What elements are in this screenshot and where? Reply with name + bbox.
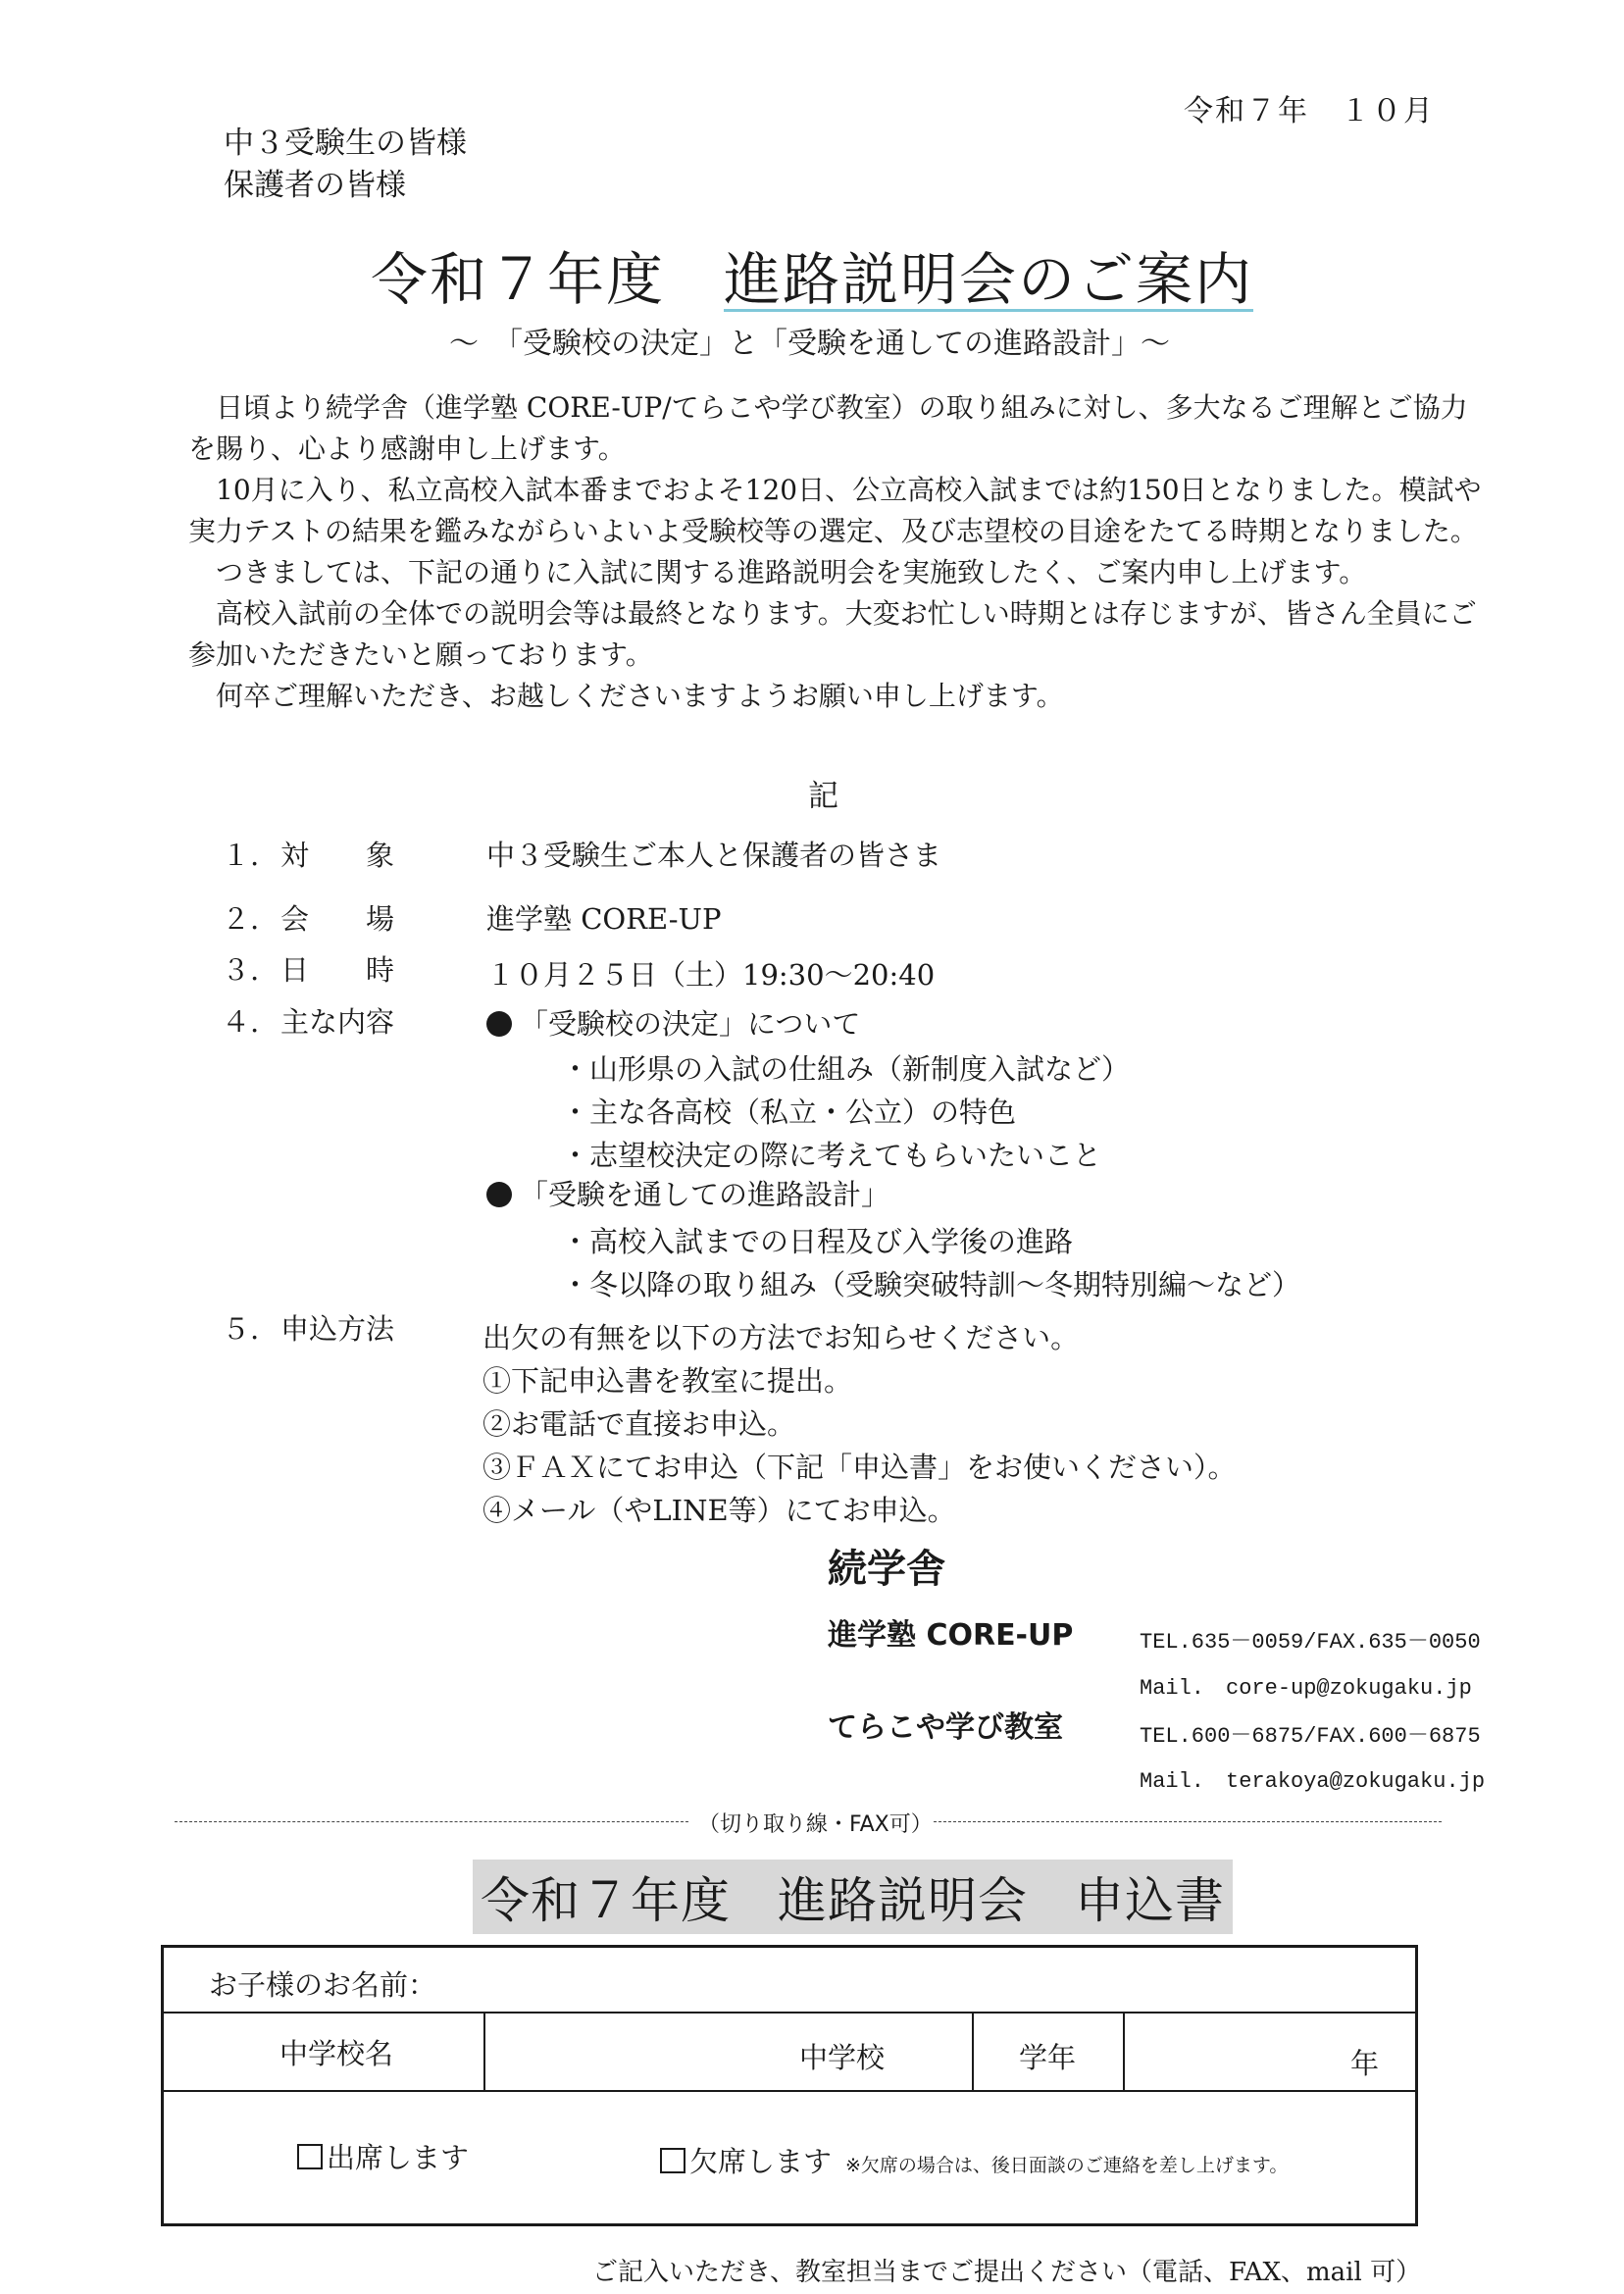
contents-subitem: ・冬以降の取り組み（受験突破特訓～冬期特別編～など） xyxy=(561,1268,1301,1301)
bullet-icon xyxy=(486,1011,512,1037)
document-date: 令和７年 １０月 xyxy=(1184,94,1435,128)
application-form xyxy=(161,1945,1418,2226)
addressee-parents: 保護者の皆様 xyxy=(224,168,406,203)
intro-paragraph: 高校入試前の全体での説明会等は最終となります。大変お忙しい時期とは存じますが、皆さん全員にご参加いただきたいと願っております。 xyxy=(188,597,1477,671)
grade-label: 学年 xyxy=(1019,2041,1077,2074)
ki-heading: 記 xyxy=(808,779,838,814)
cut-line-label: （切り取り線・FAX可） xyxy=(698,1812,933,1837)
bullet-icon xyxy=(486,1182,512,1207)
branch-name-coreup: 進学塾 CORE-UP xyxy=(828,1618,1074,1653)
item-value-method: 出欠の有無を以下の方法でお知らせください。 xyxy=(482,1321,1080,1354)
grade-field[interactable] xyxy=(1129,2016,1374,2085)
item-number: ５. xyxy=(222,1312,260,1346)
contents-subitem: ・主な各高校（私立・公立）の特色 xyxy=(561,1096,1017,1129)
checkbox-icon xyxy=(297,2144,323,2169)
branch-tel-terakoya: TEL.600－6875/FAX.600－6875 xyxy=(1140,1724,1481,1749)
item-value-venue: 進学塾 CORE-UP xyxy=(486,902,722,936)
title-main: 進路説明会のご案内 xyxy=(724,246,1254,313)
intro-text xyxy=(188,387,1483,717)
addressee-students: 中３受験生の皆様 xyxy=(224,126,467,161)
form-divider xyxy=(972,2012,974,2090)
title-year: 令和７年度 xyxy=(371,246,666,313)
cut-line-left xyxy=(175,1821,688,1822)
branch-mail-coreup: Mail. core-up@zokugaku.jp xyxy=(1140,1676,1472,1701)
absent-note: ※欠席の場合は、後日面談のご連絡を差し上げます。 xyxy=(845,2155,1289,2176)
form-divider xyxy=(483,2012,485,2090)
item-number: ３. xyxy=(222,953,260,987)
school-name-label: 中学校名 xyxy=(279,2037,394,2070)
form-divider xyxy=(1123,2012,1125,2090)
checkbox-icon xyxy=(660,2148,685,2173)
item-value-target: 中３受験生ご本人と保護者の皆さま xyxy=(486,839,942,872)
form-divider xyxy=(164,2012,1415,2014)
cut-line-right xyxy=(934,1821,1442,1822)
contents-heading: 「受験校の決定」について xyxy=(486,1002,860,1043)
item-number: ４. xyxy=(222,1005,260,1039)
absent-checkbox[interactable]: 欠席します ※欠席の場合は、後日面談のご連絡を差し上げます。 xyxy=(660,2140,1288,2180)
page-title xyxy=(371,233,1253,316)
page-subtitle: ～ 「受験校の決定」と「受験を通しての進路設計」～ xyxy=(449,327,1170,361)
item-value-datetime: １０月２５日（土）19:30～20:40 xyxy=(486,958,936,992)
contents-heading: 「受験を通しての進路設計」 xyxy=(486,1173,889,1213)
intro-paragraph: 10月に入り、私立高校入試本番までおよそ120日、公立高校入試までは約150日となりました。模試や実力テストの結果を鑑みながらいよいよ受験校等の選定、及び志望校の目途をたてる時期となりました。 xyxy=(188,474,1482,547)
contents-subitem: ・志望校決定の際に考えてもらいたいこと xyxy=(561,1139,1102,1172)
branch-mail-terakoya: Mail. terakoya@zokugaku.jp xyxy=(1140,1769,1486,1794)
form-divider xyxy=(164,2090,1415,2092)
item-label-contents: 主な内容 xyxy=(280,1005,395,1039)
contents-subitem: ・高校入試までの日程及び入学後の進路 xyxy=(561,1225,1074,1258)
item-label-target: 対 象 xyxy=(280,839,395,872)
grade-suffix: 年 xyxy=(1350,2047,1380,2080)
intro-paragraph: 何卒ご理解いただき、お越しくださいますようお願い申し上げます。 xyxy=(216,680,1064,712)
method-option: ①下記申込書を教室に提出。 xyxy=(482,1364,853,1398)
intro-paragraph: 日頃より続学舎（進学塾 CORE-UP/てらこや学び教室）の取り組みに対し、多大なるご理解とご協力を賜り、心より感謝申し上げます。 xyxy=(188,391,1468,465)
form-title: 令和７年度 進路説明会 申込書 xyxy=(473,1860,1233,1934)
method-option: ③ＦＡＸにてお申込（下記「申込書」をお使いください）。 xyxy=(482,1451,1237,1484)
attend-checkbox[interactable]: 出席します xyxy=(297,2136,469,2176)
item-number: ２. xyxy=(222,902,260,936)
child-name-field[interactable] xyxy=(487,1954,1399,2007)
method-option: ②お電話で直接お申込。 xyxy=(482,1407,796,1441)
footer-instruction: ご記入いただき、教室担当までご提出ください（電話、FAX、mail 可） xyxy=(592,2258,1422,2287)
item-label-method: 申込方法 xyxy=(280,1312,395,1346)
method-option: ④メール（やLINE等）にてお申込。 xyxy=(482,1494,956,1527)
item-number: １. xyxy=(222,839,260,872)
branch-name-terakoya: てらこや学び教室 xyxy=(828,1710,1063,1745)
branch-tel-coreup: TEL.635－0059/FAX.635－0050 xyxy=(1140,1630,1481,1655)
item-label-datetime: 日 時 xyxy=(280,953,395,987)
school-suffix: 中学校 xyxy=(799,2041,886,2074)
org-name: 続学舎 xyxy=(828,1547,945,1592)
contents-subitem: ・山形県の入試の仕組み（新制度入試など） xyxy=(561,1052,1131,1086)
child-name-label: お子様のお名前： xyxy=(209,1968,437,2002)
item-label-venue: 会 場 xyxy=(280,902,395,936)
intro-paragraph: つきましては、下記の通りに入試に関する進路説明会を実施致したく、ご案内申し上げます。 xyxy=(216,556,1367,588)
